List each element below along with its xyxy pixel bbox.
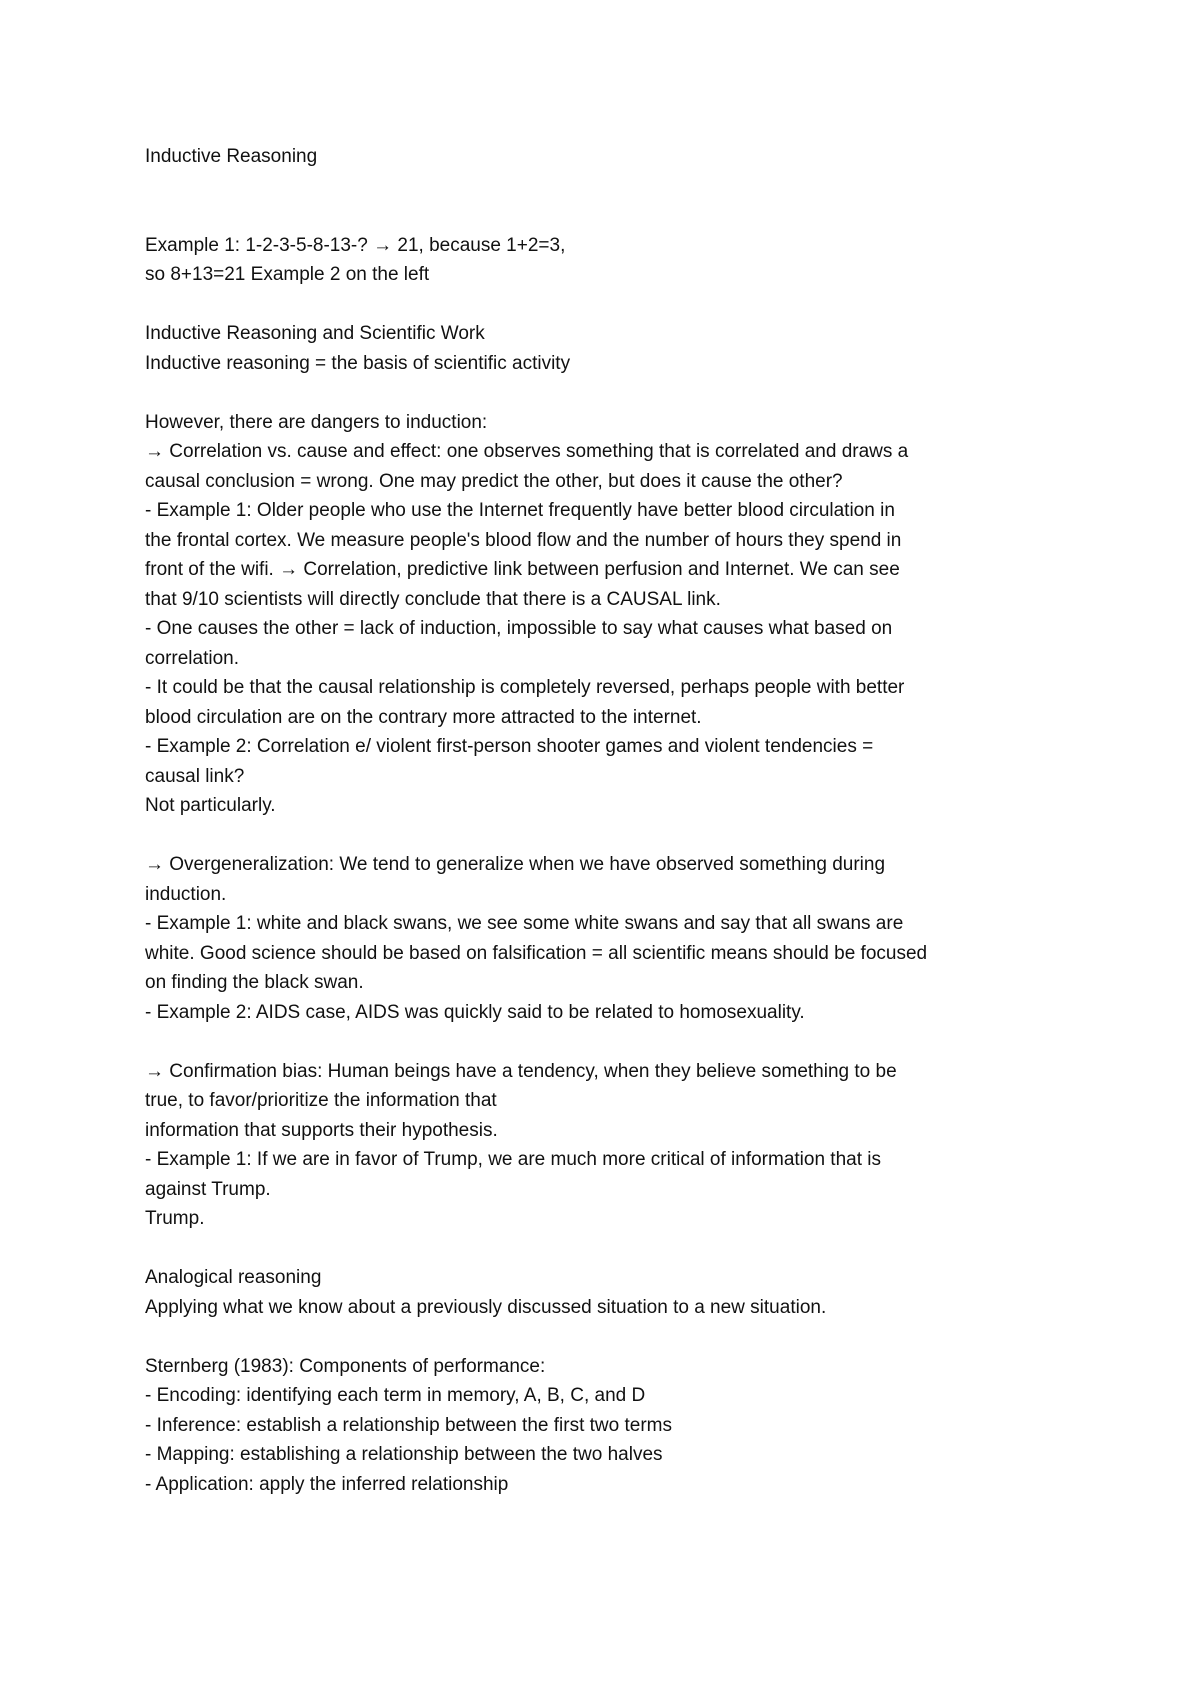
section-heading: Analogical reasoning (145, 1267, 322, 1288)
analogical-section (145, 1263, 1075, 1322)
text-line: → Overgeneralization: We tend to generalize when we have observed something during (145, 854, 886, 875)
text-line: so 8+13=21 Example 2 on the left (145, 264, 430, 285)
text-line: induction. (145, 883, 227, 905)
text-line: - Example 1: white and black swans, we see some white swans and say that all swans are (145, 913, 904, 934)
spacer (145, 1234, 1075, 1264)
spacer (145, 1027, 1075, 1057)
overgeneralization-section (145, 850, 1075, 1027)
text-line: - It could be that the causal relationship is completely reversed, perhaps people with better (145, 677, 905, 698)
text-line: Inductive reasoning = the basis of scientific activity (145, 352, 571, 374)
confirmation-bias-section (145, 1057, 1075, 1234)
text-line: Not particularly. (145, 795, 276, 816)
text-line: information that supports their hypothesis. (145, 1119, 498, 1141)
list-item: - Inference: establish a relationship between the first two terms (145, 1414, 672, 1436)
text-line: white. Good science should be based on falsification = all scientific means should be focused (145, 942, 928, 964)
spacer (145, 1322, 1075, 1352)
text-line: against Trump. (145, 1178, 271, 1200)
text-line: on finding the black swan. (145, 972, 364, 993)
text-line: - Example 1: Older people who use the Internet frequently have better blood circulation in (145, 500, 895, 521)
sternberg-section (145, 1352, 1075, 1500)
scientific-work-section (145, 319, 1075, 378)
list-item: - Encoding: identifying each term in memory, A, B, C, and D (145, 1385, 646, 1406)
document-body (145, 142, 1075, 1499)
spacer (145, 378, 1075, 408)
spacer (145, 172, 1075, 231)
text-line: true, to favor/prioritize the information that (145, 1090, 497, 1111)
text-line: - Example 1: If we are in favor of Trump, we are much more critical of information that is (145, 1149, 881, 1170)
dangers-section (145, 408, 1075, 821)
spacer (145, 290, 1075, 320)
text-line: → Confirmation bias: Human beings have a tendency, when they believe something to be (145, 1060, 897, 1082)
spacer (145, 821, 1075, 851)
text-line: → Correlation vs. cause and effect: one observes something that is correlated and draws a (145, 441, 909, 462)
example-intro-block (145, 231, 1075, 290)
list-item: - Application: apply the inferred relationship (145, 1473, 509, 1495)
text-line: causal conclusion = wrong. One may predict the other, but does it cause the other? (145, 470, 843, 492)
text-line: Example 1: 1-2-3-5-8-13-? → 21, because 1+2=3, (145, 234, 566, 256)
text-line: - Example 2: AIDS case, AIDS was quickly said to be related to homosexuality. (145, 1001, 805, 1023)
text-line: - Example 2: Correlation e/ violent first-person shooter games and violent tendencies = (145, 736, 874, 757)
text-line: the frontal cortex. We measure people's blood flow and the number of hours they spend in (145, 529, 902, 551)
text-line: correlation. (145, 647, 239, 669)
section-heading: Inductive Reasoning and Scientific Work (145, 323, 485, 344)
list-item: - Mapping: establishing a relationship between the two halves (145, 1444, 663, 1465)
text-line: blood circulation are on the contrary more attracted to the internet. (145, 706, 702, 728)
text-line: Applying what we know about a previously discussed situation to a new situation. (145, 1296, 827, 1318)
text-line: - One causes the other = lack of induction, impossible to say what causes what based on (145, 618, 893, 639)
document-title: Inductive Reasoning (145, 146, 318, 167)
text-line: front of the wifi. → Correlation, predictive link between perfusion and Internet. We can see (145, 559, 900, 580)
section-heading: However, there are dangers to induction: (145, 411, 488, 433)
section-heading: Sternberg (1983): Components of performance: (145, 1355, 546, 1377)
text-line: Trump. (145, 1208, 205, 1229)
text-line: that 9/10 scientists will directly conclude that there is a CAUSAL link. (145, 588, 721, 610)
text-line: causal link? (145, 765, 245, 787)
